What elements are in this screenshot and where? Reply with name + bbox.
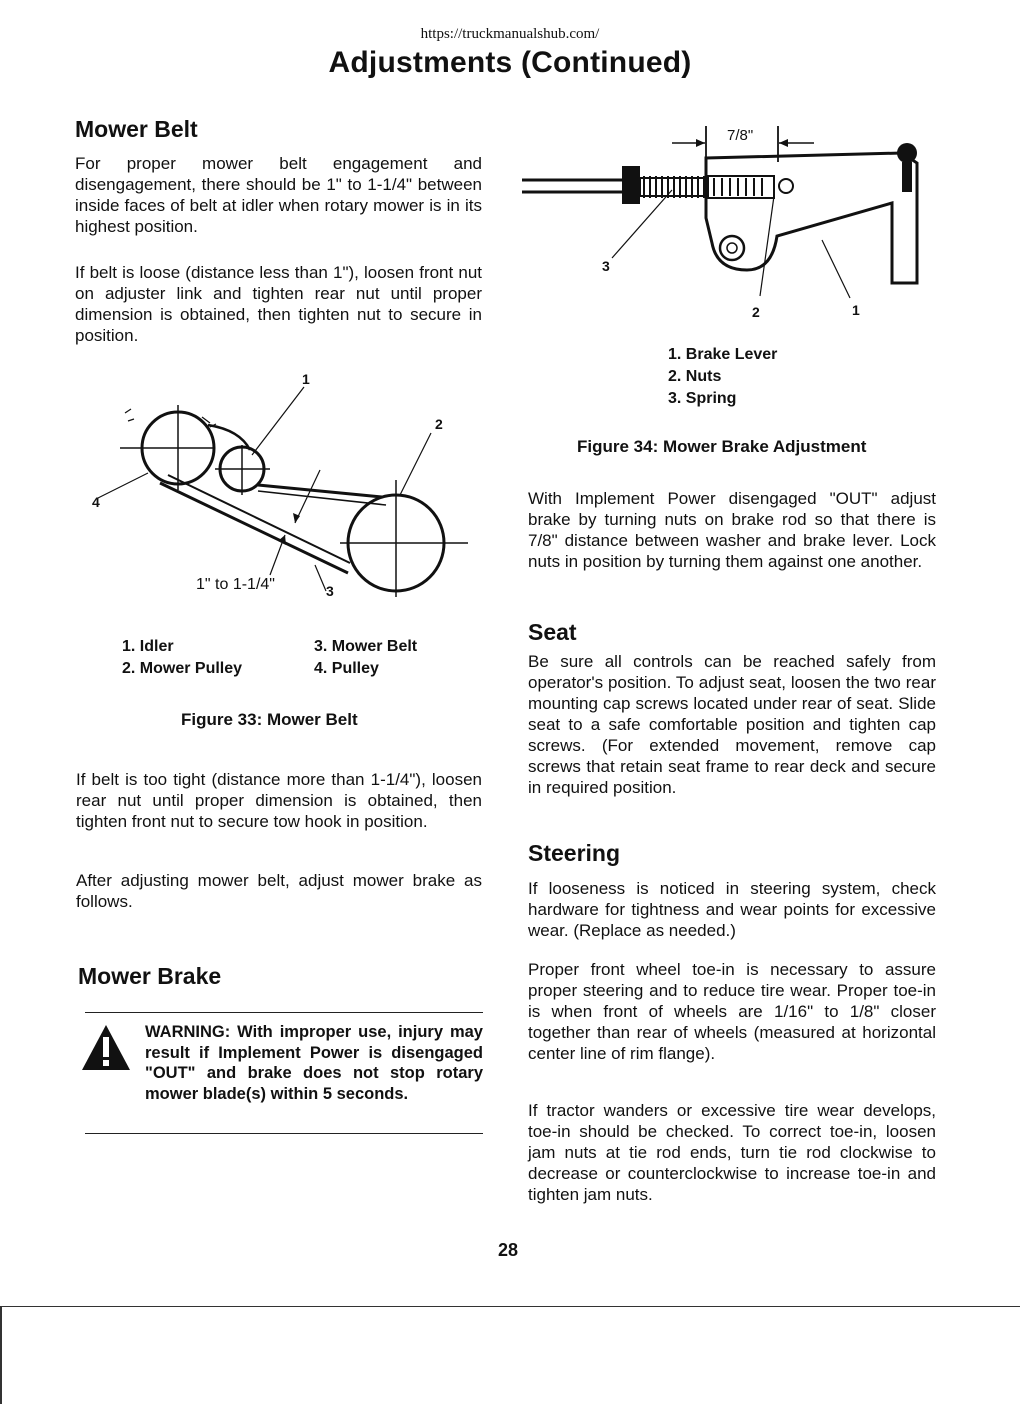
steering-para-2: Proper front wheel toe-in is necessary to assure proper steering and to reduce tire wear. Proper toe-in is when front of wheels are 1/16" to 1/8" closer together than rear of wheels (measured at horizontal center line of rim flange). bbox=[528, 960, 936, 1063]
heading-seat: Seat bbox=[528, 619, 577, 645]
steering-para-1: If looseness is noticed in steering system, check hardware for tightness and wear points for excessive wear. (Replace as needed.) bbox=[528, 879, 936, 940]
brake-adjust-para: With Implement Power disengaged "OUT" adjust brake by turning nuts on brake rod so that there is 7/8" distance between washer and brake lever. Lock nuts in position by turning them against one another. bbox=[528, 489, 936, 571]
heading-mower-brake: Mower Brake bbox=[78, 963, 222, 989]
fig33-callout-3: 3 bbox=[326, 583, 334, 599]
mower-belt-para-4: After adjusting mower belt, adjust mower brake as follows. bbox=[76, 871, 482, 911]
steering-para-3: If tractor wanders or excessive tire wear develops, toe-in should be checked. To correct toe-in, loosen jam nuts at tie rod ends, turn tie rod clockwise to decrease or counterclockwise to increase toe-in and tighten jam nuts. bbox=[528, 1101, 936, 1204]
source-url: https://truckmanualshub.com/ bbox=[420, 26, 600, 42]
figure-34-brake-diagram bbox=[522, 118, 942, 318]
seat-para: Be sure all controls can be reached safely from operator's position. To adjust seat, loosen the two rear mounting cap screws located under rear of seat. Slide seat to a safe comfortable position and tighten cap screws. (For extended movement, remove cap screws that retain seat frame to rear deck and secure in required position. bbox=[528, 652, 936, 797]
fig34-dimension-label: 7/8" bbox=[727, 127, 754, 144]
fig34-callout-2: 2 bbox=[752, 304, 760, 320]
fig33-callout-1: 1 bbox=[302, 371, 310, 387]
fig33-legend-3: 3. Mower Belt bbox=[314, 638, 418, 655]
heading-steering: Steering bbox=[528, 840, 621, 866]
fig34-legend-2: 2. Nuts bbox=[668, 368, 722, 385]
scan-left-edge bbox=[0, 1306, 2, 1404]
figure-33-caption: Figure 33: Mower Belt bbox=[181, 710, 358, 729]
mower-belt-para-2: If belt is loose (distance less than 1"), loosen front nut on adjuster link and tighten rear nut until proper dimension is obtained, then tighten nut to secure in position. bbox=[75, 263, 482, 345]
warning-bottom-rule bbox=[85, 1133, 483, 1134]
heading-mower-belt: Mower Belt bbox=[75, 116, 198, 142]
mower-belt-para-3: If belt is too tight (distance more than 1-1/4"), loosen rear nut until proper dimension is obtained, then tighten front nut to secure tow hook in position. bbox=[76, 770, 482, 831]
fig33-callout-2: 2 bbox=[435, 416, 443, 432]
fig33-legend-2: 2. Mower Pulley bbox=[122, 660, 243, 677]
page-title: Adjustments (Continued) bbox=[328, 46, 692, 79]
fig34-legend-1: 1. Brake Lever bbox=[668, 346, 778, 363]
warning-text: WARNING: With improper use, injury may result if Implement Power is disengaged "OUT" and brake does not stop rotary mower blade(s) within 5 seconds. bbox=[145, 1023, 483, 1103]
fig33-dimension-label: 1" to 1-1/4" bbox=[196, 576, 275, 593]
figure-34-caption: Figure 34: Mower Brake Adjustment bbox=[577, 437, 867, 456]
mower-belt-para-1: For proper mower belt engagement and disengagement, there should be 1" to 1-1/4" between inside faces of belt at idler when rotary mower is in its highest position. bbox=[75, 154, 482, 236]
page-number: 28 bbox=[498, 1240, 519, 1260]
fig34-callout-3: 3 bbox=[602, 258, 610, 274]
scan-edge-line bbox=[0, 1306, 1020, 1307]
warning-top-rule bbox=[85, 1012, 483, 1013]
fig33-callout-4: 4 bbox=[92, 494, 100, 510]
fig33-legend-1: 1. Idler bbox=[122, 638, 174, 655]
figure-33-mower-belt-diagram bbox=[90, 365, 480, 605]
fig34-callout-1: 1 bbox=[852, 302, 860, 318]
fig34-legend-3: 3. Spring bbox=[668, 390, 737, 407]
warning-triangle-icon bbox=[80, 1022, 132, 1074]
fig33-legend-4: 4. Pulley bbox=[314, 660, 379, 677]
